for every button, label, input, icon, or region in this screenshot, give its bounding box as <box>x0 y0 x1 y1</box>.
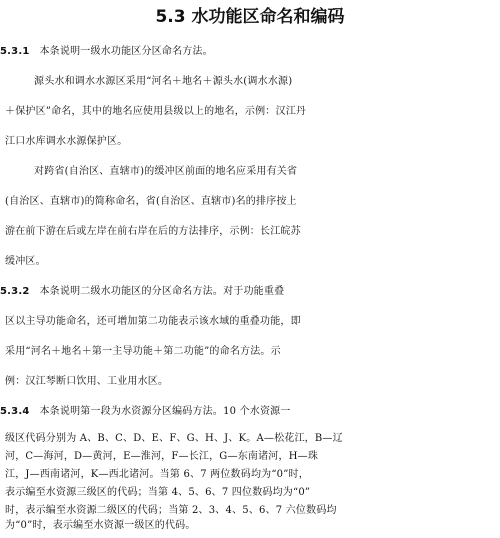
clause-text: 本条说明第一段为水资源分区编码方法。10 个水资源一 <box>39 406 291 417</box>
clause-number: 5.3.1 <box>0 46 30 57</box>
paragraph-line: 时，表示编至水资源二级区的代码；当第 2、3、4、5、6、7 六位数码均 <box>5 505 337 516</box>
paragraph-line: 采用“河名＋地名＋第一主导功能＋第二功能”的命名方法。示 <box>5 346 281 357</box>
clause-number: 5.3.2 <box>0 286 30 297</box>
clause-5-3-2-heading <box>0 277 500 307</box>
clause-text: 本条说明一级水功能区分区命名方法。 <box>39 46 213 57</box>
clause-text: 本条说明二级水功能区的分区命名方法。对于功能重叠 <box>39 286 285 297</box>
paragraph-line: 为“0”时，表示编至水资源一级区的代码。 <box>5 520 196 531</box>
section-title: 5.3 水功能区命名和编码 <box>155 7 345 27</box>
paragraph-line: 级区代码分别为 A、B、C、D、E、F、G、H、J、K。A—松花江，B—辽 <box>5 433 343 444</box>
paragraph-line: ＋保护区”命名，其中的地名应使用县级以上的地名，示例：汉江丹 <box>5 106 307 117</box>
clause-5-3-1-heading <box>0 37 500 67</box>
clause-number: 5.3.4 <box>0 406 30 417</box>
paragraph-line: 江，J—西南诸河，K—西北诸河。当第 6、7 两位数码均为“0”时， <box>5 469 309 480</box>
paragraph-line: 例：汉江琴断口饮用、工业用水区。 <box>5 376 169 387</box>
paragraph-line: 缓冲区。 <box>5 256 46 267</box>
paragraph-line: 对跨省(自治区、直辖市)的缓冲区前面的地名应采用有关省 <box>34 166 298 177</box>
paragraph-line: (自治区、直辖市)的简称命名，省(自治区、直辖市)名的排序按上 <box>5 196 297 207</box>
paragraph-line: 游在前下游在后或左岸在前右岸在后的方法排序，示例：长江皖苏 <box>5 226 301 237</box>
paragraph-line: 区以主导功能命名，还可增加第二功能表示该水域的重叠功能，即 <box>5 316 301 327</box>
paragraph-line: 江口水库调水水源保护区。 <box>5 136 128 147</box>
paragraph-line: 表示编至水资源三级区的代码；当第 4、5、6、7 四位数码均为“0” <box>5 487 311 498</box>
paragraph-line: 河，C—海河，D—黄河，E—淮河，F—长江，G—东南诸河，H—珠 <box>5 451 319 462</box>
clause-5-3-4-heading <box>0 397 500 427</box>
paragraph-line: 源头水和调水水源区采用“河名＋地名＋源头水(调水水源) <box>34 76 293 87</box>
